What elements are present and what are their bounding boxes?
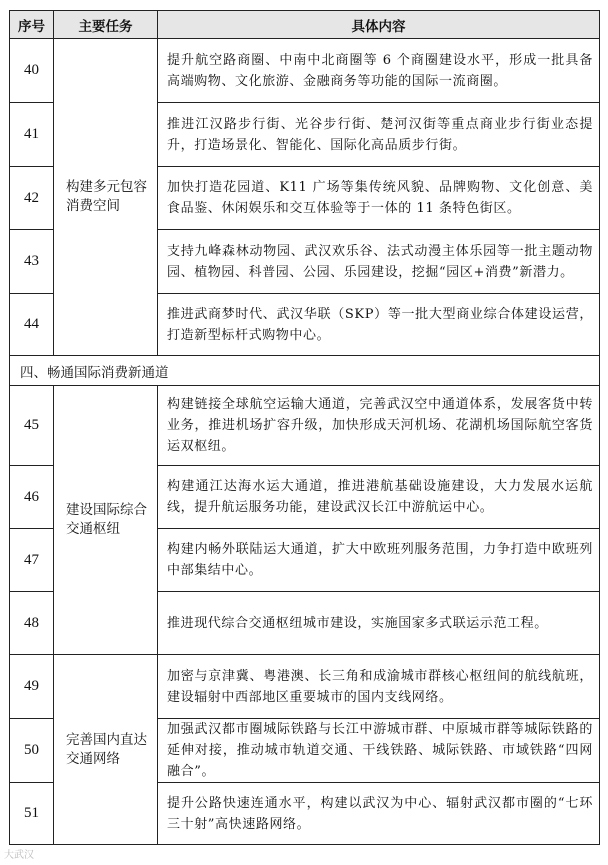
row-number: 48	[10, 592, 54, 655]
table-row	[10, 386, 600, 466]
header-content: 具体内容	[158, 11, 600, 39]
row-content: 加强武汉都市圈城际铁路与长江中游城市群、中原城市群等城际铁路的延伸对接，推动城市轨道交通、干线铁路、城际铁路、市域铁路“四网融合”。	[158, 719, 600, 783]
main-task-cell: 完善国内直达交通网络	[54, 655, 158, 845]
watermark: 大武汉	[4, 850, 34, 861]
row-number: 43	[10, 230, 54, 294]
row-content: 推进武商梦时代、武汉华联（SKP）等一批大型商业综合体建设运营，打造新型标杆式购物中心。	[158, 294, 600, 356]
row-content: 支持九峰森林动物园、武汉欢乐谷、法式动漫主体乐园等一批主题动物园、植物园、科普园、公园、乐园建设，挖掘“园区+消费”新潜力。	[158, 230, 600, 294]
main-task-cell: 建设国际综合交通枢纽	[54, 386, 158, 655]
section-title: 四、畅通国际消费新通道	[10, 356, 600, 386]
row-content: 推进现代综合交通枢纽城市建设，实施国家多式联运示范工程。	[158, 592, 600, 655]
row-number: 51	[10, 783, 54, 845]
table-row	[10, 655, 600, 719]
header-main-task: 主要任务	[54, 11, 158, 39]
row-number: 42	[10, 167, 54, 230]
row-number: 47	[10, 529, 54, 592]
row-content: 提升航空路商圈、中南中北商圈等 6 个商圈建设水平，形成一批具备高端购物、文化旅游、金融商务等功能的国际一流商圈。	[158, 39, 600, 103]
section-row	[10, 356, 600, 386]
row-content: 构建内畅外联陆运大通道，扩大中欧班列服务范围，力争打造中欧班列中部集结中心。	[158, 529, 600, 592]
row-content: 构建链接全球航空运输大通道，完善武汉空中通道体系，发展客货中转业务，推进机场扩容升级，加快形成天河机场、花湖机场国际航空客货运双枢纽。	[158, 386, 600, 466]
row-number: 50	[10, 719, 54, 783]
row-number: 46	[10, 466, 54, 529]
row-number: 49	[10, 655, 54, 719]
row-number: 44	[10, 294, 54, 356]
row-content: 加快打造花园道、K11 广场等集传统风貌、品牌购物、文化创意、美食品鉴、休闲娱乐和交互体验等于一体的 11 条特色街区。	[158, 167, 600, 230]
row-content: 加密与京津冀、粤港澳、长三角和成渝城市群核心枢纽间的航线航班，建设辐射中西部地区重要城市的国内支线网络。	[158, 655, 600, 719]
row-content: 构建通江达海水运大通道，推进港航基础设施建设，大力发展水运航线，提升航运服务功能，建设武汉长江中游航运中心。	[158, 466, 600, 529]
table-header-row	[10, 11, 600, 39]
table-row	[10, 39, 600, 103]
row-number: 45	[10, 386, 54, 466]
row-number: 41	[10, 103, 54, 167]
row-number: 40	[10, 39, 54, 103]
row-content: 提升公路快速连通水平，构建以武汉为中心、辐射武汉都市圈的“七环三十射”高快速路网络。	[158, 783, 600, 845]
row-content: 推进江汉路步行街、光谷步行街、楚河汉街等重点商业步行街业态提升，打造场景化、智能化、国际化高品质步行街。	[158, 103, 600, 167]
main-task-cell: 构建多元包容消费空间	[54, 39, 158, 356]
task-table	[9, 10, 600, 845]
header-number: 序号	[10, 11, 54, 39]
